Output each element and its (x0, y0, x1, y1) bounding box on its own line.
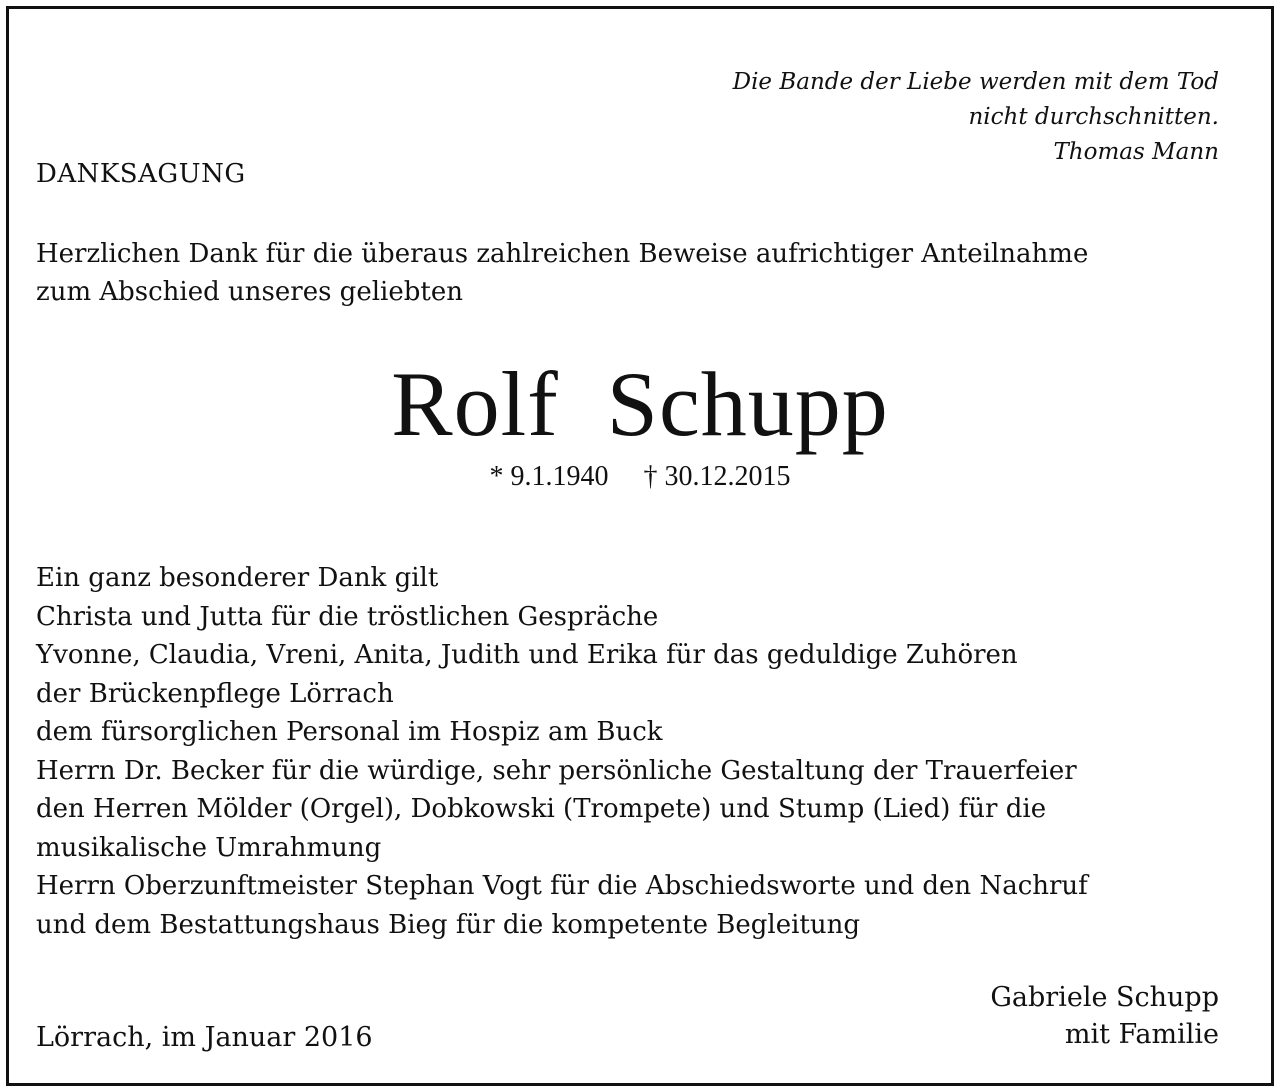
thanks-list (36, 559, 1256, 944)
thanks-line: den Herren Mölder (Orgel), Dobkowski (Trompete) und Stump (Lied) für die (36, 794, 1047, 824)
quote-line: nicht durchschnitten. (968, 104, 1219, 130)
quote-line: Die Bande der Liebe werden mit dem Tod (732, 69, 1219, 95)
obituary-notice (6, 6, 1274, 1086)
birth-date: * 9.1.1940 (489, 461, 609, 492)
notice-heading: DANKSAGUNG (36, 159, 246, 189)
thanks-line: dem fürsorglichen Personal im Hospiz am Buck (36, 717, 663, 747)
place-date: Lörrach, im Januar 2016 (36, 1022, 373, 1053)
signature-name: Gabriele Schupp (990, 982, 1219, 1013)
thanks-line: Yvonne, Claudia, Vreni, Anita, Judith und Erika für das geduldige Zuhören (36, 640, 1018, 670)
thanks-line: und dem Bestattungshaus Bieg für die kompetente Begleitung (36, 909, 861, 940)
quote-author: Thomas Mann (1053, 139, 1219, 165)
intro-line: zum Abschied unseres geliebten (36, 277, 463, 307)
deceased-name: Rolf Schupp (391, 353, 889, 455)
signature-family: mit Familie (1064, 1019, 1219, 1050)
death-date: † 30.12.2015 (643, 461, 791, 492)
thanks-line: der Brückenpflege Lörrach (36, 678, 394, 709)
thanks-line: Christa und Jutta für die tröstlichen Gespräche (36, 601, 659, 632)
thanks-line: Ein ganz besonderer Dank gilt (36, 563, 439, 593)
life-dates (9, 459, 1271, 495)
thanks-line: Herrn Dr. Becker für die würdige, sehr persönliche Gestaltung der Trauerfeier (36, 755, 1077, 786)
signature-block (990, 979, 1219, 1053)
thanks-line: Herrn Oberzunftmeister Stephan Vogt für die Abschiedsworte und den Nachruf (36, 871, 1088, 901)
thanks-line: musikalische Umrahmung (36, 832, 382, 863)
intro-line: Herzlichen Dank für die überaus zahlreichen Beweise aufrichtiger Anteilnahme (36, 239, 1089, 269)
epigraph-quote (733, 65, 1219, 170)
intro-text (36, 235, 1246, 311)
